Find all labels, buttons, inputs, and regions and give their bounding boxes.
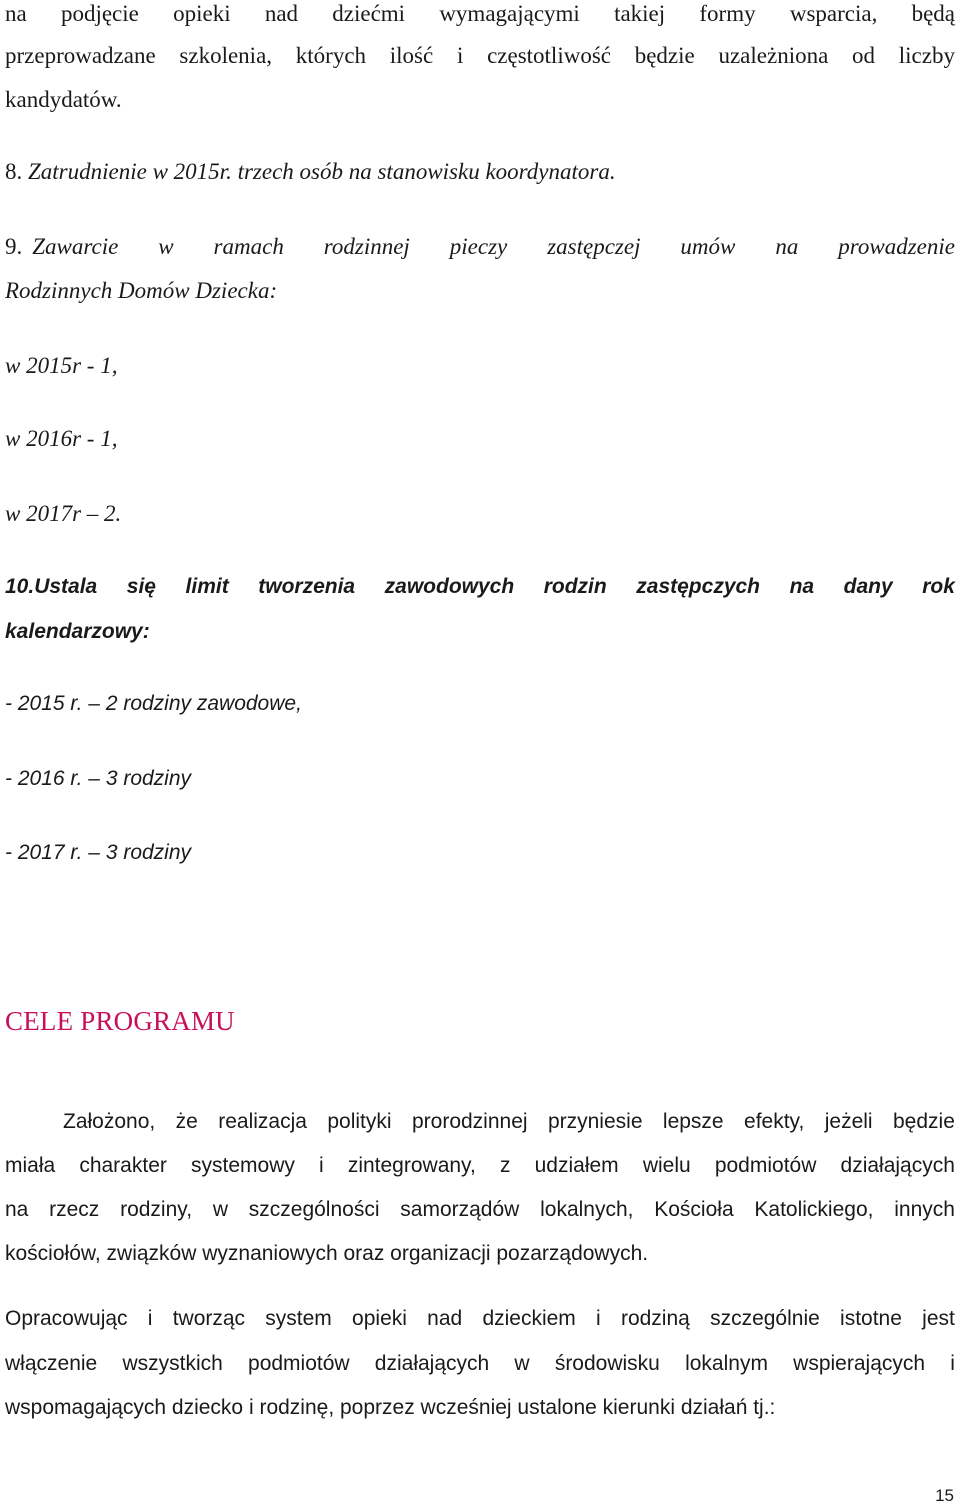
item-10-entry-sep: –: [88, 841, 100, 864]
item-10-entry-year: - 2016 r.: [5, 767, 83, 790]
item-10-entry-sep: –: [88, 767, 100, 790]
paragraph-1-line: [63, 1108, 955, 1136]
item-10-line-1: [5, 573, 955, 601]
paragraph-2-line: [5, 1350, 955, 1378]
item-9-entry: [5, 500, 955, 528]
item-9-line-2: [5, 277, 955, 305]
item-10-number: 10.: [5, 575, 35, 598]
paragraph-2-line-text: Opracowując i tworząc system opieki nad dzieckiem i rodziną szczególnie istotne jest: [5, 1307, 955, 1330]
paragraph-1-line-text: na rzecz rodziny, w szczególności samorządów lokalnych, Kościoła Katolickiego, innych: [5, 1198, 955, 1221]
paragraph-1-line: [5, 1196, 955, 1224]
item-8-text: Zatrudnienie w 2015r. trzech osób na stanowisku koordynatora.: [28, 159, 616, 184]
item-10-entry-year: - 2015 r.: [5, 692, 83, 715]
intro-line-2: [5, 42, 955, 70]
item-9-line-1: [5, 233, 955, 261]
item-9-line-2-text: Rodzinnych Domów Dziecka:: [5, 278, 278, 303]
item-10-line-2: [5, 618, 955, 646]
intro-line-2-text: przeprowadzane szkolenia, których ilość i częstotliwość będzie uzależniona od liczby: [5, 43, 955, 68]
item-9-entry-text: w 2017r – 2.: [5, 501, 122, 526]
item-9-number: 9.: [5, 234, 23, 259]
item-9-entry-text: w 2016r - 1,: [5, 426, 118, 451]
paragraph-2-line-text: wspomagających dziecko i rodzinę, poprzez wcześniej ustalone kierunki działań tj.:: [5, 1396, 776, 1419]
item-10-text: Ustala się limit tworzenia zawodowych rodzin zastępczych na dany rok: [34, 575, 955, 598]
paragraph-2-line: [5, 1394, 955, 1422]
intro-line-3: [5, 86, 955, 114]
item-9-entry: [5, 425, 955, 453]
item-9-entry-text: w 2015r - 1,: [5, 353, 118, 378]
section-heading: CELE PROGRAMU: [5, 1006, 235, 1036]
paragraph-1-line-text: miała charakter systemowy i zintegrowany, z udziałem wielu podmiotów działających: [5, 1154, 955, 1177]
paragraph-1-line-text: Założono, że realizacja polityki prorodzinnej przyniesie lepsze efekty, jeżeli będzie: [63, 1110, 955, 1133]
intro-line-1: [5, 0, 955, 28]
item-10-entry-sep: –: [88, 692, 100, 715]
page-number: 15: [935, 1486, 954, 1505]
item-10-entry-value: 3 rodziny: [105, 841, 192, 864]
paragraph-1-line-text: kościołów, związków wyznaniowych oraz organizacji pozarządowych.: [5, 1242, 649, 1265]
item-10-entry-value: 3 rodziny: [105, 767, 192, 790]
item-10-entry-year: - 2017 r.: [5, 841, 83, 864]
item-9-text: Zawarcie w ramach rodzinnej pieczy zastępczej umów na prowadzenie: [32, 234, 955, 259]
paragraph-1-line: [5, 1152, 955, 1180]
item-8-number: 8.: [5, 159, 23, 184]
item-10-entry: [5, 765, 955, 793]
paragraph-2-line: [5, 1305, 955, 1333]
item-10-line-2-text: kalendarzowy:: [5, 620, 150, 643]
item-10-entry: [5, 690, 955, 718]
intro-line-1-text: na podjęcie opieki nad dziećmi wymagającymi takiej formy wsparcia, będą: [5, 1, 955, 26]
paragraph-1-line: [5, 1240, 955, 1268]
item-10-entry: [5, 839, 955, 867]
item-9-entry: [5, 352, 955, 380]
intro-line-3-text: kandydatów.: [5, 87, 122, 112]
paragraph-2-line-text: włączenie wszystkich podmiotów działających w środowisku lokalnym wspierających i: [5, 1352, 955, 1375]
item-8: [5, 158, 955, 186]
item-10-entry-value: 2 rodziny zawodowe,: [105, 692, 302, 715]
